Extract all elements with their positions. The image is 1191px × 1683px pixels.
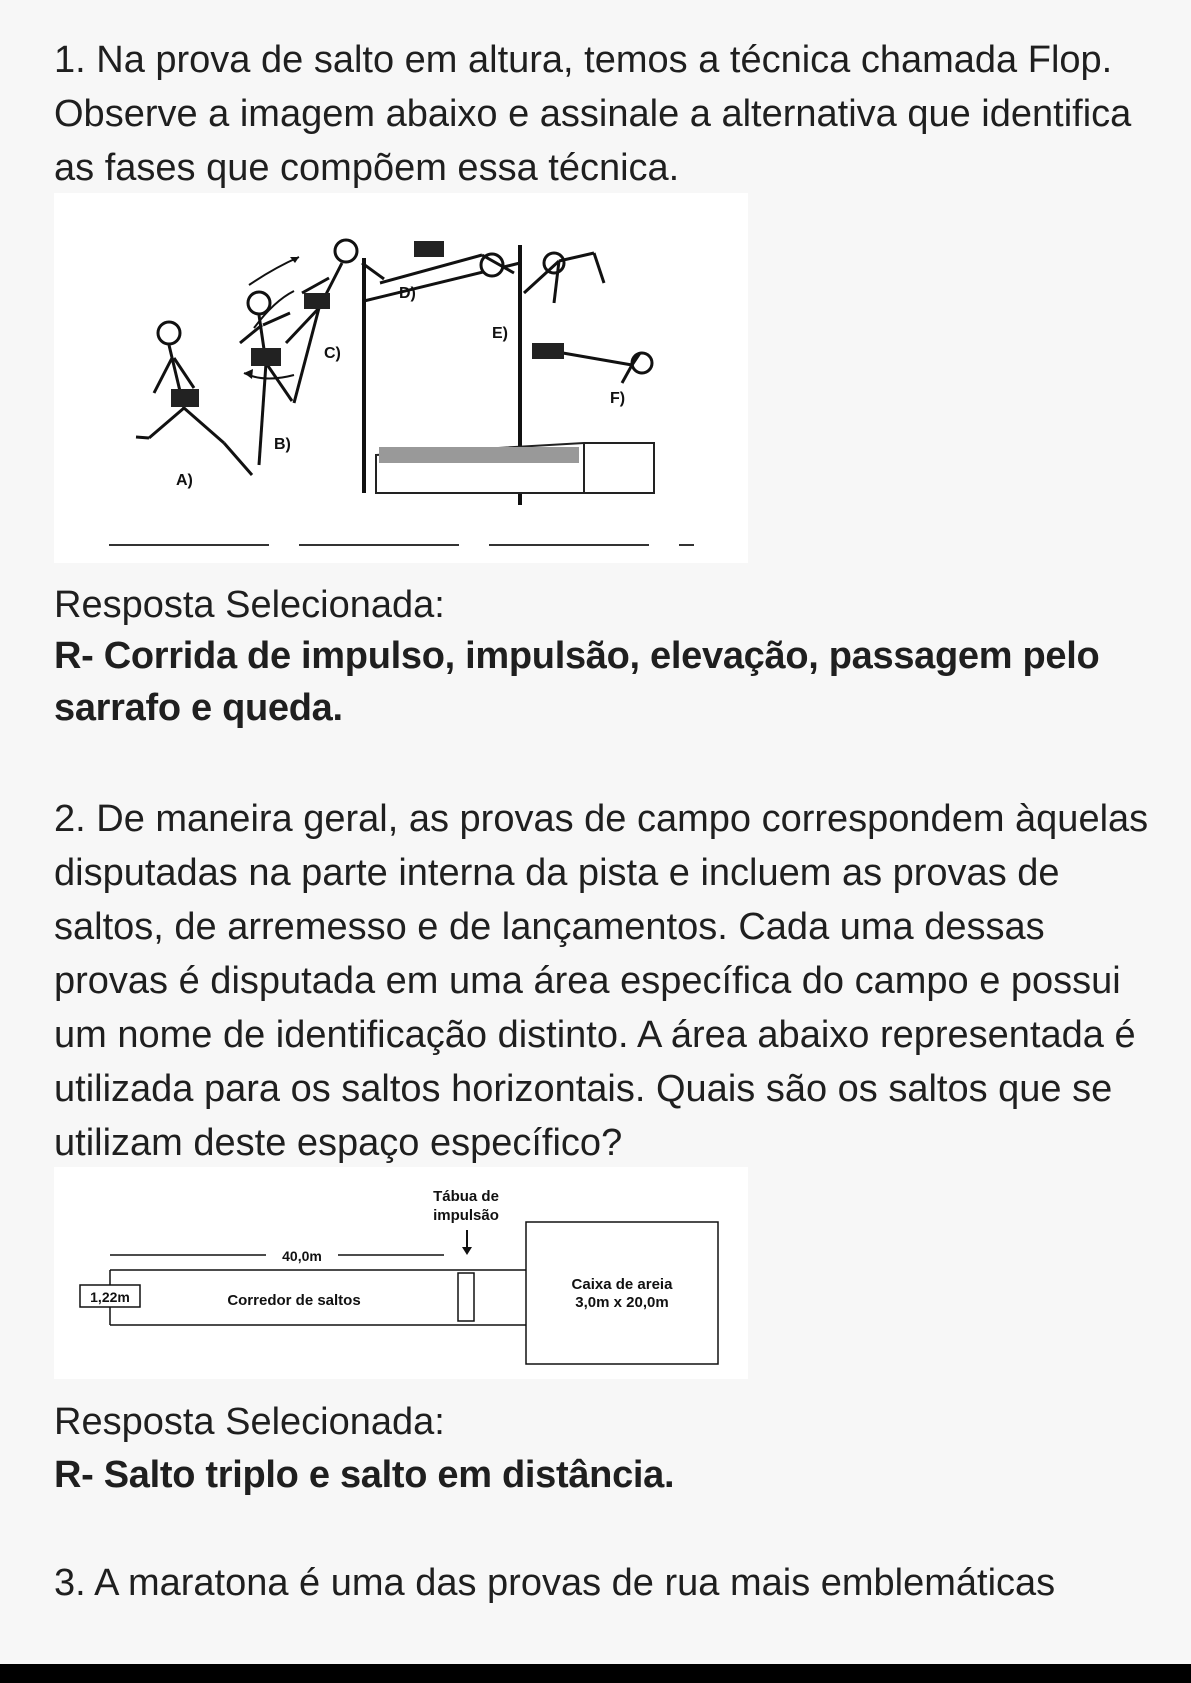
phase-label-f: F) <box>610 390 626 407</box>
pit-label-line1: Caixa de areia <box>571 1276 673 1293</box>
phase-label-c: C) <box>324 345 341 362</box>
answer-label-2: Resposta Selecionada: <box>54 1401 445 1443</box>
answer-2-text: R- Salto triplo e salto em distância. <box>54 1454 675 1496</box>
answer-label-1: Resposta Selecionada: <box>54 584 445 626</box>
phase-label-e: E) <box>492 325 508 342</box>
bottom-edge-bar <box>0 1664 1191 1683</box>
jump-runway-figure <box>54 1167 748 1379</box>
question-1-text: 1. Na prova de salto em altura, temos a técnica chamada Flop. Observe a imagem abaixo e assinale a alternativa que identifica as fases que compõem essa técnica. <box>54 39 1132 189</box>
answer-1-text: R- Corrida de impulso, impulsão, elevação, passagem pelo sarrafo e queda. <box>54 635 1100 729</box>
question-3-text: 3. A maratona é uma das provas de rua mais emblemáticas <box>54 1562 1056 1604</box>
phase-label-d: D) <box>399 285 416 302</box>
board-label-line1: Tábua de <box>433 1188 499 1205</box>
board-label-line2: impulsão <box>433 1207 499 1224</box>
runway-length: 40,0m <box>282 1248 322 1264</box>
question-2-text: 2. De maneira geral, as provas de campo correspondem àquelas disputadas na parte interna da pista e incluem as provas de saltos, de arremesso e de lançamentos. Cada uma dessas provas é disputada em uma área específica do campo e possui um nome de identificação distinto. A área abaixo representada é utilizada para os saltos horizontais. Quais são os saltos que se utilizam deste espaço específico? <box>54 798 1149 1164</box>
runway-label: Corredor de saltos <box>227 1292 361 1309</box>
runway-width: 1,22m <box>90 1289 130 1305</box>
pit-label-line2: 3,0m x 20,0m <box>575 1294 669 1311</box>
phase-label-a: A) <box>176 472 193 489</box>
phase-label-b: B) <box>274 436 291 453</box>
flop-technique-figure <box>54 193 748 563</box>
